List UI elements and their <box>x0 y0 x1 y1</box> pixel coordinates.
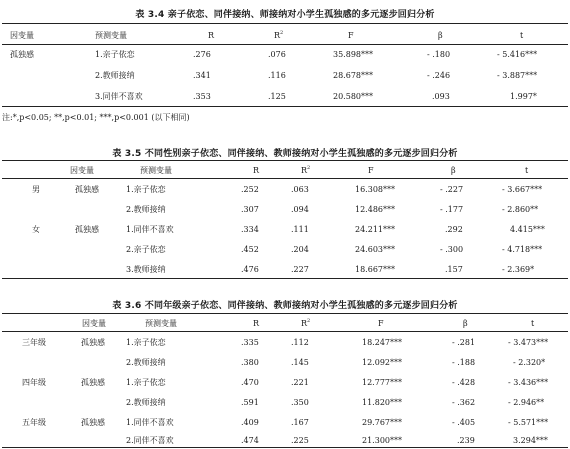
table-cell: - .362 <box>452 398 476 407</box>
table-cell: 1.同伴不喜欢 <box>126 418 174 427</box>
table-cell: 20.580*** <box>333 92 373 101</box>
table-cell: - 2.860** <box>502 205 539 214</box>
table-cell: - .246 <box>427 71 451 80</box>
table-cell: .063 <box>291 185 309 194</box>
table-cell: - .281 <box>452 338 476 347</box>
group-dep: 孤独感 <box>81 378 105 387</box>
t34-header-r: R <box>208 31 215 40</box>
table-cell: 21.300*** <box>362 436 402 445</box>
table-cell: .380 <box>241 358 259 367</box>
table-cell: .474 <box>241 436 259 445</box>
t34-header-beta: β <box>438 31 443 40</box>
table-cell: - 5.571*** <box>508 418 549 427</box>
table-3-6-top-rule <box>2 313 568 314</box>
table-cell: .252 <box>241 185 259 194</box>
table-cell: .276 <box>193 50 211 59</box>
table-cell: 24.211*** <box>355 225 395 234</box>
table-3-5-bottom-rule <box>2 278 568 279</box>
table-cell: - 3.667*** <box>502 185 543 194</box>
t36-header-dep: 因变量 <box>82 319 106 328</box>
table-cell: 1.亲子依恋 <box>126 338 166 347</box>
table-cell: .334 <box>241 225 259 234</box>
table-cell: 16.308*** <box>355 185 395 194</box>
t36-header-pred: 预测变量 <box>145 319 177 328</box>
table-cell: - 4.718*** <box>502 245 543 254</box>
table-cell: - 2.946** <box>508 398 545 407</box>
t35-header-beta: β <box>451 166 456 175</box>
table-cell: - 5.416*** <box>497 50 538 59</box>
table-cell: 18.667*** <box>355 265 395 274</box>
table-cell: .125 <box>268 92 286 101</box>
table-cell: .409 <box>241 418 259 427</box>
table-cell: 2.亲子依恋 <box>126 245 166 254</box>
group-dep: 孤独感 <box>75 225 99 234</box>
table-cell: - .405 <box>452 418 476 427</box>
table-cell: 1.亲子依恋 <box>126 378 166 387</box>
table-cell: - 3.436*** <box>508 378 549 387</box>
group-label: 男 <box>32 185 40 194</box>
table-cell: .307 <box>241 205 259 214</box>
table-cell: .157 <box>445 265 463 274</box>
table-cell: .591 <box>241 398 259 407</box>
table-cell: - 3.473*** <box>508 338 549 347</box>
table-cell: 1.997* <box>510 92 537 101</box>
t34-header-f: F <box>348 31 354 40</box>
table-cell: .076 <box>268 50 286 59</box>
table-cell: 2.教师接纳 <box>95 71 135 80</box>
table-cell: .470 <box>241 378 259 387</box>
table-cell: .353 <box>193 92 211 101</box>
table-cell: - 2.320* <box>513 358 546 367</box>
t36-header-beta: β <box>463 319 468 328</box>
table-cell: .227 <box>291 265 309 274</box>
t34-header-t: t <box>520 31 524 40</box>
group-dep: 孤独感 <box>81 418 105 427</box>
table-cell: 12.777*** <box>362 378 402 387</box>
table-cell: .225 <box>291 436 309 445</box>
table-cell: .112 <box>291 338 309 347</box>
t34-header-pred: 预测变量 <box>95 31 127 40</box>
table-cell: 11.820*** <box>362 398 402 407</box>
group-label: 四年级 <box>22 378 46 387</box>
t35-header-r: R <box>253 166 260 175</box>
table-cell: .350 <box>291 398 309 407</box>
table-cell: - 3.887*** <box>497 71 538 80</box>
table-cell: .204 <box>291 245 309 254</box>
t36-header-f: F <box>378 319 384 328</box>
group-label: 三年级 <box>22 338 46 347</box>
table-3-6-header-rule <box>2 331 568 332</box>
table-cell: .145 <box>291 358 309 367</box>
table-3-6-caption: 表 3.6 不同年级亲子依恋、同伴接纳、教师接纳对小学生孤独感的多元逐步回归分析 <box>112 301 458 311</box>
table-3-4-caption: 表 3.4 亲子依恋、同伴接纳、师接纳对小学生孤独感的多元逐步回归分析 <box>135 10 435 20</box>
group-label: 女 <box>32 225 40 234</box>
t36-header-r2: $R^2$ <box>301 318 311 328</box>
table-cell: .476 <box>241 265 259 274</box>
t34-header-dep: 因变量 <box>10 31 34 40</box>
table-3-5-caption: 表 3.5 不同性别亲子依恋、同伴接纳、教师接纳对小学生孤独感的多元逐步回归分析 <box>112 149 458 159</box>
table-cell: - .227 <box>440 185 464 194</box>
table-3-5-header-rule <box>2 178 568 179</box>
table-cell: - .180 <box>427 50 451 59</box>
table-cell: - 2.369* <box>502 265 535 274</box>
table-cell: .452 <box>241 245 259 254</box>
table-cell: 3.同伴不喜欢 <box>95 92 143 101</box>
table-cell: .239 <box>457 436 475 445</box>
table-3-6-bottom-rule <box>2 447 568 448</box>
group-dep: 孤独感 <box>75 185 99 194</box>
table-cell: - .177 <box>440 205 464 214</box>
significance-note: 注:*,p<0.05; **,p<0.01; ***,p<0.001 (以下相同) <box>2 113 190 122</box>
t35-header-f: F <box>368 166 374 175</box>
t36-header-t: t <box>531 319 535 328</box>
table-cell: 29.767*** <box>362 418 402 427</box>
t36-header-r: R <box>253 319 260 328</box>
table-cell: .167 <box>291 418 309 427</box>
table-cell: .093 <box>432 92 450 101</box>
table-cell: - .188 <box>452 358 476 367</box>
table-cell: .094 <box>291 205 309 214</box>
table-cell: .341 <box>193 71 211 80</box>
table-cell: .292 <box>445 225 463 234</box>
table-cell: .221 <box>291 378 309 387</box>
t35-header-t: t <box>525 166 529 175</box>
table-cell: - .428 <box>452 378 476 387</box>
t35-header-pred: 预测变量 <box>140 166 172 175</box>
table-cell: 12.486*** <box>355 205 395 214</box>
table-cell: - .300 <box>440 245 464 254</box>
table-3-4-header-rule <box>2 44 568 45</box>
table-cell: 1.亲子依恋 <box>95 50 135 59</box>
table-cell: 12.092*** <box>362 358 402 367</box>
t35-header-r2: $R^2$ <box>301 165 311 175</box>
table-cell: 24.603*** <box>355 245 395 254</box>
table-cell: 1.亲子依恋 <box>126 185 166 194</box>
table-cell: 3.教师接纳 <box>126 265 166 274</box>
table-cell: 28.678*** <box>333 71 373 80</box>
table-3-5-top-rule <box>2 160 568 161</box>
table-cell: 4.415*** <box>510 225 545 234</box>
table-cell: .335 <box>241 338 259 347</box>
group-dep: 孤独感 <box>81 338 105 347</box>
table-cell: 3.294*** <box>513 436 548 445</box>
table-cell: .116 <box>268 71 286 80</box>
table-cell: 18.247*** <box>362 338 402 347</box>
table-cell: 2.同伴不喜欢 <box>126 436 174 445</box>
t35-header-dep: 因变量 <box>70 166 94 175</box>
table-3-4-bottom-rule <box>2 106 568 107</box>
table-cell: 2.教师接纳 <box>126 358 166 367</box>
table-3-4-top-rule <box>2 23 568 24</box>
table-cell: 2.教师接纳 <box>126 398 166 407</box>
t34-dep-value: 孤独感 <box>10 50 34 59</box>
table-cell: 1.同伴不喜欢 <box>126 225 174 234</box>
t34-header-r2: $R^2$ <box>274 30 284 40</box>
group-label: 五年级 <box>22 418 46 427</box>
table-cell: .111 <box>291 225 309 234</box>
table-cell: 2.教师接纳 <box>126 205 166 214</box>
table-cell: 35.898*** <box>333 50 373 59</box>
